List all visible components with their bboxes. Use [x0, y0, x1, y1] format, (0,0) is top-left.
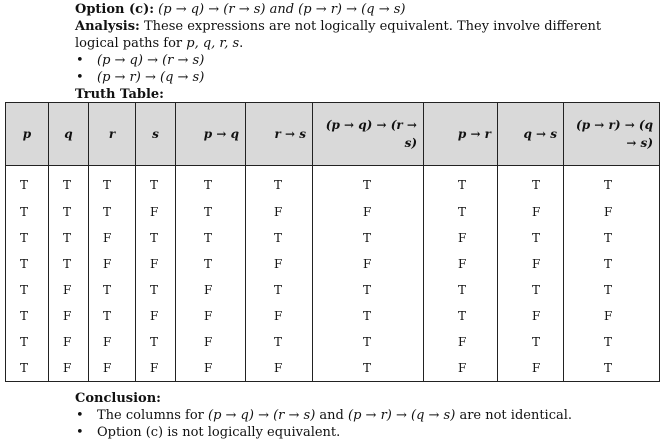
- header-p-implies-q: p → q: [176, 103, 246, 166]
- table-cell: [176, 329, 246, 355]
- table-cell: [424, 199, 498, 225]
- cell-value: F: [458, 360, 467, 375]
- conclusion-text-mid: and: [315, 408, 349, 423]
- truth-table-label: Truth Table:: [75, 87, 164, 102]
- table-cell: [564, 277, 660, 303]
- cell-value: T: [458, 282, 467, 297]
- conclusion-text-suffix: are not identical.: [455, 408, 573, 423]
- cell-value: T: [204, 256, 213, 271]
- cell-value: T: [63, 204, 72, 219]
- table-row: [6, 166, 660, 200]
- table-cell: [6, 303, 49, 329]
- cell-value: T: [20, 256, 29, 271]
- expression-bullet-1: [75, 52, 655, 69]
- cell-value: T: [103, 282, 112, 297]
- cell-value: F: [150, 308, 159, 323]
- cell-value: F: [63, 334, 72, 349]
- header-pq-implies-rs: (p → q) → (r → s): [313, 103, 424, 166]
- table-cell: [313, 355, 424, 382]
- cell-value: F: [150, 204, 159, 219]
- table-cell: [176, 355, 246, 382]
- table-cell: [498, 329, 564, 355]
- cell-value: F: [150, 256, 159, 271]
- cell-value: T: [103, 308, 112, 323]
- cell-value: T: [150, 230, 159, 245]
- option-line: [75, 1, 655, 18]
- cell-value: F: [204, 360, 213, 375]
- table-cell: [246, 303, 313, 329]
- cell-value: T: [150, 282, 159, 297]
- cell-value: F: [204, 282, 213, 297]
- cell-value: F: [363, 256, 372, 271]
- cell-value: F: [532, 256, 541, 271]
- table-cell: [176, 225, 246, 251]
- table-cell: [564, 225, 660, 251]
- cell-value: F: [150, 360, 159, 375]
- cell-value: F: [363, 204, 372, 219]
- cell-value: T: [458, 178, 467, 192]
- table-cell: [498, 355, 564, 382]
- analysis-line-2: [75, 35, 655, 52]
- table-cell: [89, 251, 136, 277]
- cell-value: F: [63, 282, 72, 297]
- table-cell: [498, 277, 564, 303]
- header-pr-implies-qs: (p → r) → (q → s): [564, 103, 660, 166]
- cell-value: T: [204, 230, 213, 245]
- cell-value: T: [458, 308, 467, 323]
- table-cell: [424, 303, 498, 329]
- cell-value: T: [20, 308, 29, 323]
- table-cell: [564, 251, 660, 277]
- table-cell: [424, 166, 498, 200]
- table-cell: [6, 225, 49, 251]
- cell-value: T: [63, 256, 72, 271]
- table-cell: [313, 166, 424, 200]
- cell-value: T: [363, 282, 372, 297]
- table-cell: [89, 355, 136, 382]
- table-row: [6, 355, 660, 382]
- analysis-text-1: These expressions are not logically equivalent. They involve different: [143, 19, 602, 34]
- table-cell: [498, 166, 564, 200]
- cell-value: F: [103, 256, 112, 271]
- table-cell: [89, 303, 136, 329]
- cell-value: T: [150, 334, 159, 349]
- table-cell: [424, 329, 498, 355]
- cell-value: T: [363, 334, 372, 349]
- cell-value: T: [363, 230, 372, 245]
- analysis-text-2-prefix: logical paths for: [75, 36, 187, 51]
- table-row: [6, 225, 660, 251]
- table-cell: [246, 166, 313, 200]
- conclusion-text-2: Option (c) is not logically equivalent.: [97, 425, 341, 440]
- cell-value: T: [63, 178, 72, 192]
- table-cell: [313, 199, 424, 225]
- table-cell: [136, 199, 176, 225]
- cell-value: T: [150, 178, 159, 192]
- table-cell: [49, 277, 89, 303]
- cell-value: F: [204, 308, 213, 323]
- table-cell: [6, 251, 49, 277]
- expression-2: (p → r) → (q → s): [97, 70, 205, 85]
- cell-value: T: [274, 230, 283, 245]
- cell-value: F: [63, 360, 72, 375]
- table-cell: [49, 355, 89, 382]
- cell-value: F: [274, 308, 283, 323]
- analysis-text-2-suffix: .: [239, 36, 244, 51]
- conclusion-bullet-2: [75, 424, 655, 441]
- cell-value: F: [604, 204, 613, 219]
- table-cell: [564, 303, 660, 329]
- table-cell: [89, 199, 136, 225]
- cell-value: T: [532, 334, 541, 349]
- table-cell: [136, 225, 176, 251]
- table-cell: [176, 199, 246, 225]
- cell-value: T: [604, 178, 613, 192]
- cell-value: T: [532, 230, 541, 245]
- truth-table-body: [6, 166, 660, 382]
- cell-value: F: [604, 308, 613, 323]
- cell-value: T: [363, 178, 372, 192]
- table-cell: [424, 277, 498, 303]
- table-cell: [6, 277, 49, 303]
- table-cell: [498, 225, 564, 251]
- cell-value: F: [458, 256, 467, 271]
- cell-value: T: [103, 204, 112, 219]
- table-cell: [313, 277, 424, 303]
- table-cell: [49, 166, 89, 200]
- cell-value: T: [363, 308, 372, 323]
- header-r: r: [89, 103, 136, 166]
- table-cell: [6, 355, 49, 382]
- cell-value: F: [103, 230, 112, 245]
- cell-value: T: [532, 282, 541, 297]
- cell-value: F: [103, 334, 112, 349]
- conclusion-section: [75, 390, 655, 441]
- table-cell: [564, 355, 660, 382]
- conclusion-text-prefix: The columns for: [97, 408, 208, 423]
- cell-value: T: [604, 360, 613, 375]
- cell-value: F: [274, 360, 283, 375]
- table-row: [6, 251, 660, 277]
- header-q: q: [49, 103, 89, 166]
- header-q-implies-s: q → s: [498, 103, 564, 166]
- table-cell: [89, 329, 136, 355]
- table-cell: [136, 303, 176, 329]
- table-cell: [176, 166, 246, 200]
- cell-value: T: [458, 204, 467, 219]
- table-row: [6, 277, 660, 303]
- cell-value: F: [532, 308, 541, 323]
- table-cell: [564, 329, 660, 355]
- expression-1: (p → q) → (r → s): [97, 53, 205, 68]
- cell-value: T: [204, 204, 213, 219]
- analysis-label: Analysis:: [75, 19, 140, 34]
- table-row: [6, 199, 660, 225]
- table-cell: [136, 355, 176, 382]
- table-cell: [313, 303, 424, 329]
- table-cell: [89, 277, 136, 303]
- table-cell: [6, 166, 49, 200]
- table-cell: [176, 277, 246, 303]
- table-cell: [136, 277, 176, 303]
- table-cell: [6, 329, 49, 355]
- cell-value: T: [20, 334, 29, 349]
- cell-value: T: [274, 334, 283, 349]
- analysis-variables: p, q, r, s: [186, 36, 240, 51]
- table-cell: [424, 225, 498, 251]
- table-cell: [564, 199, 660, 225]
- table-cell: [136, 251, 176, 277]
- header-p-implies-r: p → r: [424, 103, 498, 166]
- cell-value: T: [103, 178, 112, 192]
- table-cell: [49, 251, 89, 277]
- cell-value: T: [604, 230, 613, 245]
- cell-value: T: [63, 230, 72, 245]
- option-expression: (p → q) → (r → s) and (p → r) → (q → s): [158, 2, 406, 17]
- cell-value: T: [604, 282, 613, 297]
- truth-table-header-row: [6, 103, 660, 166]
- table-cell: [313, 225, 424, 251]
- table-cell: [498, 199, 564, 225]
- table-cell: [564, 166, 660, 200]
- table-cell: [424, 355, 498, 382]
- cell-value: T: [20, 178, 29, 192]
- table-row: [6, 329, 660, 355]
- table-cell: [246, 251, 313, 277]
- header-r-implies-s: r → s: [246, 103, 313, 166]
- table-cell: [498, 251, 564, 277]
- cell-value: T: [20, 282, 29, 297]
- table-cell: [313, 329, 424, 355]
- table-cell: [136, 329, 176, 355]
- conclusion-expression-1: (p → q) → (r → s): [208, 408, 316, 423]
- table-cell: [246, 225, 313, 251]
- table-cell: [176, 251, 246, 277]
- conclusion-expression-2: (p → r) → (q → s): [348, 408, 456, 423]
- table-cell: [246, 277, 313, 303]
- table-cell: [49, 225, 89, 251]
- cell-value: F: [458, 230, 467, 245]
- table-cell: [246, 199, 313, 225]
- cell-value: T: [20, 204, 29, 219]
- table-cell: [136, 166, 176, 200]
- conclusion-bullet-1: [75, 407, 655, 424]
- table-cell: [424, 251, 498, 277]
- header-s: s: [136, 103, 176, 166]
- table-cell: [89, 166, 136, 200]
- cell-value: F: [274, 204, 283, 219]
- expression-bullet-2: [75, 69, 655, 86]
- cell-value: F: [458, 334, 467, 349]
- cell-value: T: [204, 178, 213, 192]
- header-p: p: [6, 103, 49, 166]
- option-label: Option (c):: [75, 2, 155, 17]
- cell-value: T: [604, 334, 613, 349]
- cell-value: F: [63, 308, 72, 323]
- cell-value: T: [363, 360, 372, 375]
- table-cell: [49, 329, 89, 355]
- analysis-line-1: [75, 18, 655, 35]
- table-cell: [176, 303, 246, 329]
- cell-value: T: [604, 256, 613, 271]
- conclusion-label: Conclusion:: [75, 391, 161, 406]
- cell-value: T: [20, 360, 29, 375]
- cell-value: F: [204, 334, 213, 349]
- table-cell: [49, 199, 89, 225]
- cell-value: F: [532, 204, 541, 219]
- table-cell: [246, 329, 313, 355]
- table-cell: [49, 303, 89, 329]
- cell-value: F: [274, 256, 283, 271]
- cell-value: T: [274, 282, 283, 297]
- table-cell: [498, 303, 564, 329]
- table-cell: [313, 251, 424, 277]
- cell-value: T: [20, 230, 29, 245]
- cell-value: T: [532, 178, 541, 192]
- table-cell: [89, 225, 136, 251]
- cell-value: F: [103, 360, 112, 375]
- table-row: [6, 303, 660, 329]
- cell-value: T: [274, 178, 283, 192]
- table-cell: [246, 355, 313, 382]
- intro-section: [75, 1, 655, 103]
- cell-value: F: [532, 360, 541, 375]
- table-cell: [6, 199, 49, 225]
- truth-table: [5, 102, 660, 382]
